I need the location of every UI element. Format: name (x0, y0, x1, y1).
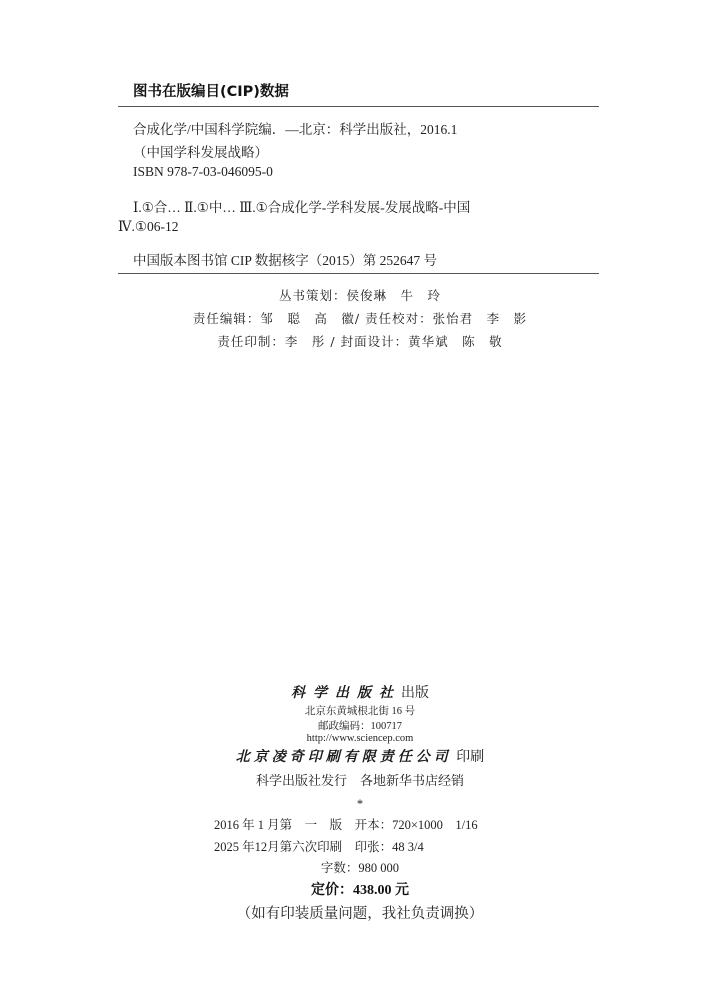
series-planner: 丛书策划：侯俊琳 牛 玲 (278, 288, 441, 303)
cip-line-clc: Ⅳ.①06-12 (118, 219, 179, 234)
distribution: 科学出版社发行 各地新华书店经销 (255, 773, 464, 788)
cip-line-record-number: 中国版本图书馆 CIP 数据核字（2015）第 252647 号 (133, 253, 438, 268)
price: 定价：438.00 元 (311, 883, 409, 898)
printer-line (0, 746, 720, 766)
cip-title: 图书在版编目(CIP)数据 (133, 84, 289, 100)
quality-notice: （如有印装质量问题，我社负责调换） (236, 906, 484, 922)
printer-name: 北京凌奇印刷有限责任公司 (235, 749, 452, 765)
postal-code: 邮政编码：100717 (318, 721, 402, 732)
publisher-address: 北京东黄城根北街 16 号 (304, 706, 416, 717)
publisher-suffix: 出版 (401, 685, 429, 701)
publisher-line (0, 682, 720, 702)
editors-proofreaders: 责任编辑：邹 聪 高 徽/ 责任校对：张怡君 李 影 (192, 311, 528, 326)
printing-info: 2025 年12月第六次印刷 印张：48 3/4 (214, 840, 424, 854)
word-count: 字数：980 000 (320, 861, 400, 875)
cip-line-isbn: ISBN 978-7-03-046095-0 (133, 164, 273, 179)
publisher-name: 科学出版社 (291, 685, 401, 701)
separator-asterisk: * (356, 797, 364, 811)
cip-top-rule (118, 106, 599, 107)
cip-bottom-rule (118, 273, 599, 274)
printing-design-credits (0, 332, 720, 350)
cip-line-title: 合成化学/中国科学院编．—北京：科学出版社，2016.1 (133, 122, 458, 137)
edition-format: 2016 年 1 月第 一 版 开本：720×1000 1/16 (214, 818, 478, 832)
cip-line-series: （中国学科发展战略） (133, 145, 268, 160)
printer-suffix: 印刷 (456, 749, 485, 765)
cip-line-classification: Ⅰ.①合… Ⅱ.①中… Ⅲ.①合成化学-学科发展-发展战略-中国 (133, 200, 471, 215)
publisher-website: http://www.sciencep.com (306, 733, 414, 744)
printing-design-text: 责任印制：李 彤 / 封面设计：黄华斌 陈 敬 (217, 334, 503, 349)
